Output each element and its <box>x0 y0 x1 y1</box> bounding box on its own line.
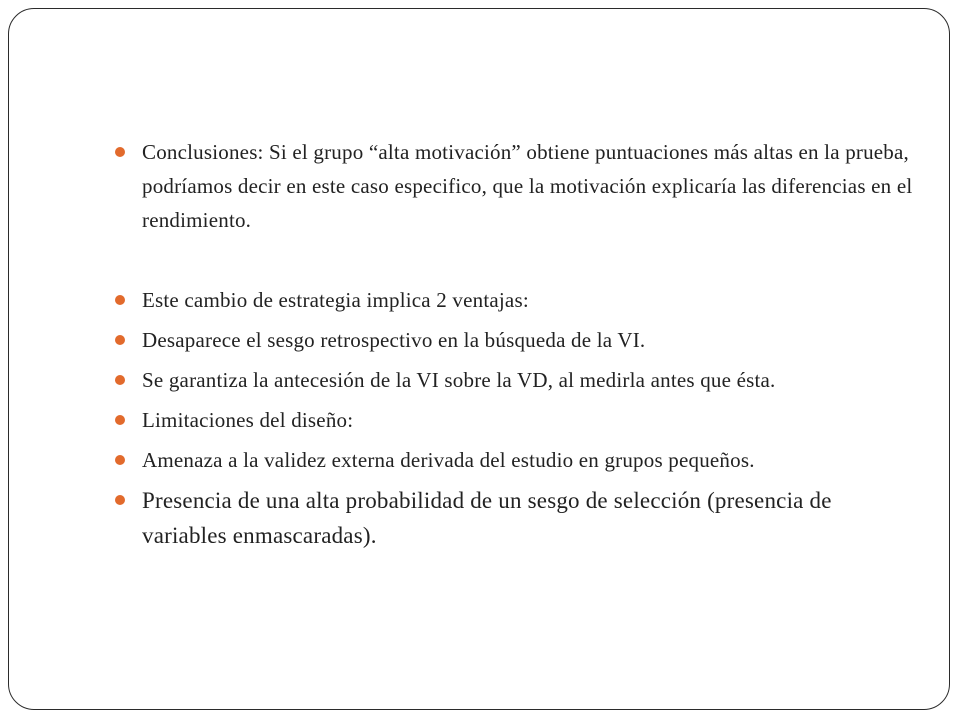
bullet-text: Conclusiones: Si el grupo “alta motivación” obtiene puntuaciones más altas en la prueba, podríamos decir en este caso especifico, que la motivación explicaría las diferencias en el rendimiento. <box>142 140 913 232</box>
bullet-dot-icon <box>115 295 125 305</box>
bullet-item-limitaciones <box>115 403 915 437</box>
bullet-text: Este cambio de estrategia implica 2 ventajas: <box>142 288 529 312</box>
bullet-text: Desaparece el sesgo retrospectivo en la búsqueda de la VI. <box>142 328 646 352</box>
bullet-item-ventajas <box>115 283 915 317</box>
bullet-item-conclusiones <box>115 135 915 237</box>
bullet-list <box>115 135 915 553</box>
bullet-text: Limitaciones del diseño: <box>142 408 354 432</box>
bullet-dot-icon <box>115 335 125 345</box>
bullet-item-sesgo-retrospectivo <box>115 323 915 357</box>
bullet-dot-icon <box>115 147 125 157</box>
bullet-text: Presencia de una alta probabilidad de un sesgo de selección (presencia de variables enmascaradas). <box>142 488 832 548</box>
bullet-item-sesgo-seleccion <box>115 483 915 553</box>
bullet-item-validez-externa <box>115 443 915 477</box>
slide-frame <box>8 8 950 710</box>
bullet-dot-icon <box>115 455 125 465</box>
bullet-dot-icon <box>115 415 125 425</box>
bullet-dot-icon <box>115 495 125 505</box>
bullet-dot-icon <box>115 375 125 385</box>
bullet-item-antecesion <box>115 363 915 397</box>
bullet-text: Se garantiza la antecesión de la VI sobre la VD, al medirla antes que ésta. <box>142 368 776 392</box>
bullet-text: Amenaza a la validez externa derivada del estudio en grupos pequeños. <box>142 448 755 472</box>
